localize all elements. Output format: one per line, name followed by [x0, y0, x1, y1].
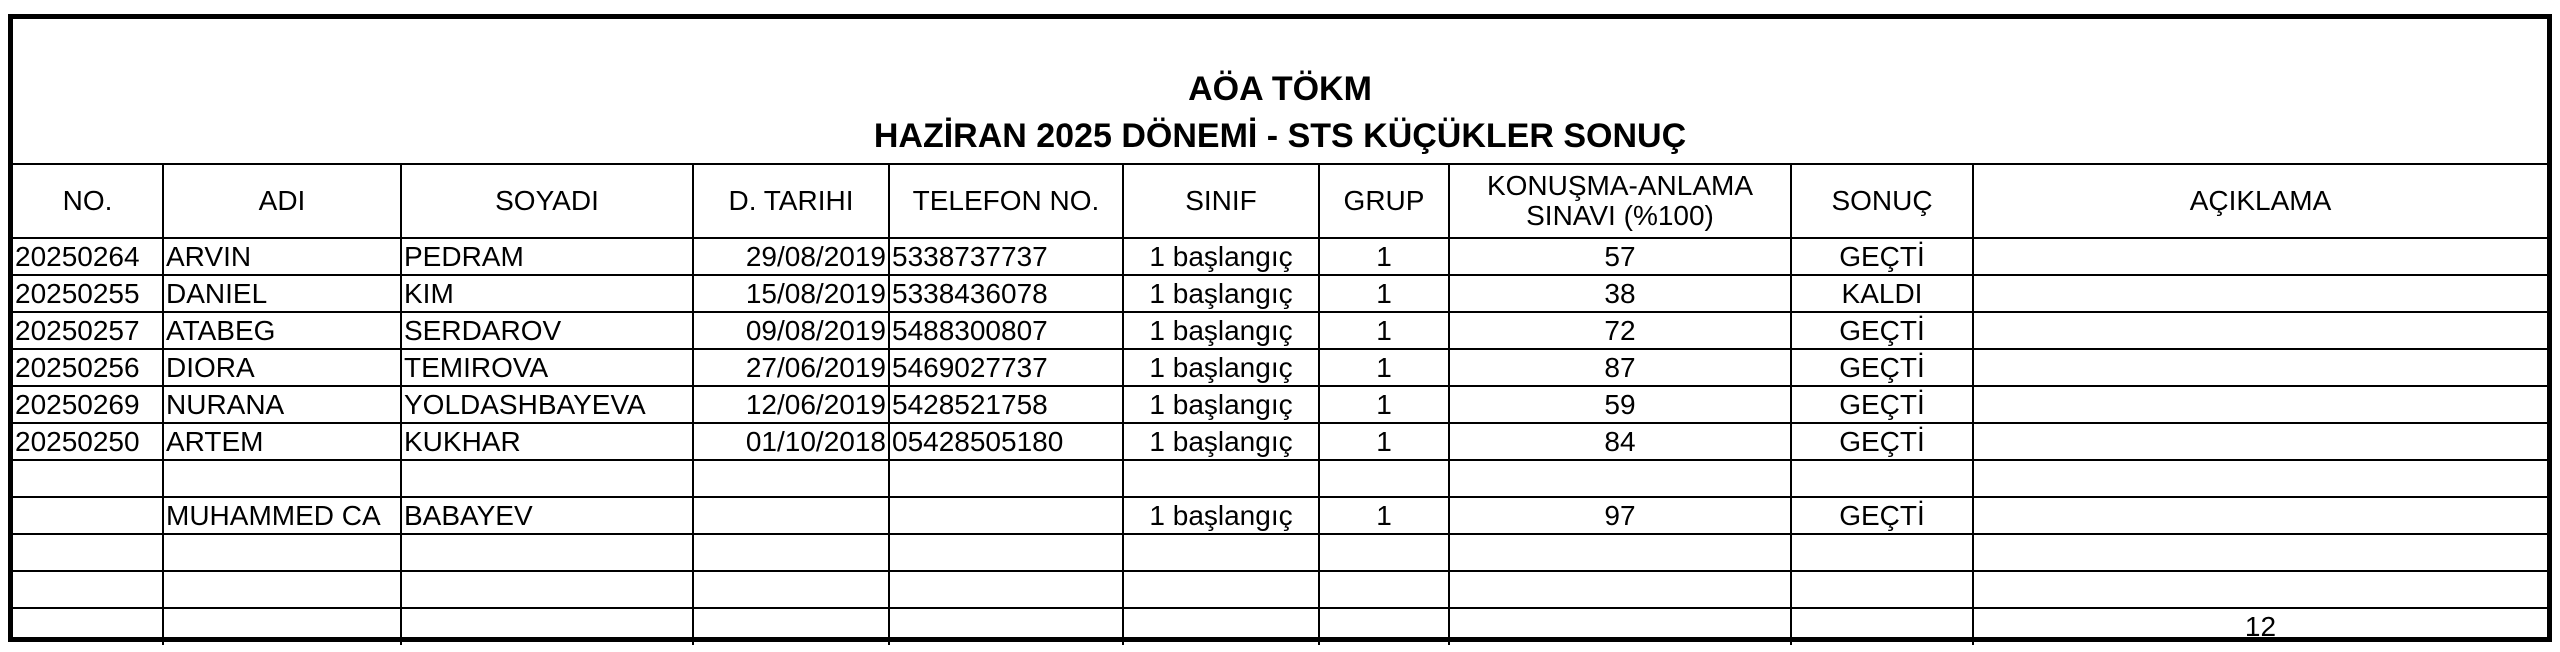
- cell-grup: [1319, 608, 1449, 645]
- cell-tarih: 01/10/2018: [693, 423, 889, 460]
- sheet-header: [13, 19, 2547, 164]
- table-row: [13, 386, 2547, 423]
- cell-sonuc: GEÇTİ: [1791, 423, 1973, 460]
- cell-no: [13, 608, 163, 645]
- results-table: [13, 163, 2547, 645]
- cell-no: 20250264: [13, 238, 163, 275]
- cell-soyadi: TEMIROVA: [401, 349, 693, 386]
- cell-sinif: 1 başlangıç: [1123, 423, 1319, 460]
- cell-aciklama: [1973, 571, 2547, 608]
- cell-tarih: [693, 460, 889, 497]
- cell-sonuc: [1791, 460, 1973, 497]
- cell-sonuc: [1791, 571, 1973, 608]
- cell-adi: ATABEG: [163, 312, 401, 349]
- cell-sonuc: KALDI: [1791, 275, 1973, 312]
- col-header-grup: GRUP: [1319, 164, 1449, 238]
- cell-telefon: [889, 608, 1123, 645]
- cell-sinif: 1 başlangıç: [1123, 275, 1319, 312]
- cell-soyadi: SERDAROV: [401, 312, 693, 349]
- cell-aciklama: [1973, 275, 2547, 312]
- col-header-sinav-line1: KONUŞMA-ANLAMA: [1486, 170, 1754, 201]
- cell-sinif: [1123, 460, 1319, 497]
- cell-aciklama: [1973, 312, 2547, 349]
- cell-grup: [1319, 571, 1449, 608]
- cell-telefon: [889, 571, 1123, 608]
- cell-aciklama: [1973, 460, 2547, 497]
- cell-sonuc: [1791, 608, 1973, 645]
- cell-puan: [1449, 608, 1791, 645]
- cell-puan: [1449, 571, 1791, 608]
- institution-title: AÖA TÖKM: [1188, 70, 1372, 108]
- cell-sinif: 1 başlangıç: [1123, 386, 1319, 423]
- cell-aciklama: [1973, 497, 2547, 534]
- results-sheet: [8, 14, 2552, 642]
- cell-telefon: [889, 534, 1123, 571]
- cell-soyadi: BABAYEV: [401, 497, 693, 534]
- cell-grup: 1: [1319, 275, 1449, 312]
- table-row: [13, 275, 2547, 312]
- cell-no: [13, 460, 163, 497]
- cell-puan: [1449, 460, 1791, 497]
- cell-sinif: [1123, 608, 1319, 645]
- table-header-row: [13, 164, 2547, 238]
- col-header-no: NO.: [13, 164, 163, 238]
- cell-aciklama: [1973, 534, 2547, 571]
- cell-no: 20250255: [13, 275, 163, 312]
- cell-no: 20250250: [13, 423, 163, 460]
- cell-no: [13, 534, 163, 571]
- cell-grup: 1: [1319, 312, 1449, 349]
- cell-sonuc: GEÇTİ: [1791, 497, 1973, 534]
- cell-sinif: 1 başlangıç: [1123, 497, 1319, 534]
- cell-tarih: 29/08/2019: [693, 238, 889, 275]
- cell-puan: 38: [1449, 275, 1791, 312]
- col-header-sinav: [1449, 164, 1791, 238]
- cell-soyadi: [401, 608, 693, 645]
- col-header-soyadi: SOYADI: [401, 164, 693, 238]
- cell-no: [13, 571, 163, 608]
- cell-soyadi: [401, 460, 693, 497]
- cell-adi: [163, 608, 401, 645]
- table-row: [13, 349, 2547, 386]
- cell-grup: 1: [1319, 349, 1449, 386]
- cell-tarih: [693, 608, 889, 645]
- table-body: [13, 238, 2547, 645]
- cell-telefon: 05428505180: [889, 423, 1123, 460]
- cell-adi: MUHAMMED CA: [163, 497, 401, 534]
- cell-grup: 1: [1319, 238, 1449, 275]
- cell-sinif: 1 başlangıç: [1123, 349, 1319, 386]
- cell-puan: 72: [1449, 312, 1791, 349]
- cell-tarih: 15/08/2019: [693, 275, 889, 312]
- table-row: [13, 608, 2547, 645]
- table-row: [13, 534, 2547, 571]
- cell-grup: [1319, 534, 1449, 571]
- cell-telefon: 5469027737: [889, 349, 1123, 386]
- period-title: HAZİRAN 2025 DÖNEMİ - STS KÜÇÜKLER SONUÇ: [873, 117, 1687, 155]
- cell-tarih: [693, 534, 889, 571]
- cell-tarih: [693, 571, 889, 608]
- cell-no: 20250269: [13, 386, 163, 423]
- cell-adi: [163, 460, 401, 497]
- cell-soyadi: [401, 571, 693, 608]
- cell-tarih: 09/08/2019: [693, 312, 889, 349]
- col-header-sinav-line2: SINAVI (%100): [1526, 200, 1714, 231]
- cell-puan: 57: [1449, 238, 1791, 275]
- cell-sonuc: GEÇTİ: [1791, 349, 1973, 386]
- cell-tarih: 27/06/2019: [693, 349, 889, 386]
- cell-aciklama: [1973, 238, 2547, 275]
- cell-soyadi: KIM: [401, 275, 693, 312]
- cell-tarih: [693, 497, 889, 534]
- col-header-sinif: SINIF: [1123, 164, 1319, 238]
- table-row: [13, 497, 2547, 534]
- cell-sinif: [1123, 534, 1319, 571]
- cell-no: 20250256: [13, 349, 163, 386]
- cell-adi: [163, 571, 401, 608]
- cell-aciklama: [1973, 386, 2547, 423]
- table-row: [13, 312, 2547, 349]
- cell-grup: 1: [1319, 386, 1449, 423]
- cell-puan: 87: [1449, 349, 1791, 386]
- col-header-adi: ADI: [163, 164, 401, 238]
- col-header-aciklama: AÇIKLAMA: [1973, 164, 2547, 238]
- table-row: [13, 238, 2547, 275]
- cell-aciklama: 12: [1973, 608, 2547, 645]
- cell-telefon: [889, 460, 1123, 497]
- cell-no: [13, 497, 163, 534]
- cell-adi: ARTEM: [163, 423, 401, 460]
- cell-telefon: 5428521758: [889, 386, 1123, 423]
- cell-sinif: 1 başlangıç: [1123, 238, 1319, 275]
- cell-puan: 97: [1449, 497, 1791, 534]
- cell-adi: ARVIN: [163, 238, 401, 275]
- cell-soyadi: YOLDASHBAYEVA: [401, 386, 693, 423]
- cell-sinif: 1 başlangıç: [1123, 312, 1319, 349]
- cell-aciklama: [1973, 423, 2547, 460]
- col-header-telefon: TELEFON NO.: [889, 164, 1123, 238]
- cell-telefon: 5338737737: [889, 238, 1123, 275]
- cell-grup: [1319, 460, 1449, 497]
- cell-aciklama: [1973, 349, 2547, 386]
- cell-sonuc: GEÇTİ: [1791, 238, 1973, 275]
- cell-puan: [1449, 534, 1791, 571]
- cell-soyadi: KUKHAR: [401, 423, 693, 460]
- cell-grup: 1: [1319, 497, 1449, 534]
- cell-no: 20250257: [13, 312, 163, 349]
- cell-tarih: 12/06/2019: [693, 386, 889, 423]
- cell-sonuc: GEÇTİ: [1791, 312, 1973, 349]
- table-row: [13, 571, 2547, 608]
- cell-sonuc: [1791, 534, 1973, 571]
- col-header-sonuc: SONUÇ: [1791, 164, 1973, 238]
- cell-sonuc: GEÇTİ: [1791, 386, 1973, 423]
- cell-puan: 59: [1449, 386, 1791, 423]
- cell-telefon: 5338436078: [889, 275, 1123, 312]
- table-row: [13, 460, 2547, 497]
- cell-puan: 84: [1449, 423, 1791, 460]
- cell-telefon: 5488300807: [889, 312, 1123, 349]
- cell-grup: 1: [1319, 423, 1449, 460]
- col-header-tarih: D. TARIHI: [693, 164, 889, 238]
- cell-telefon: [889, 497, 1123, 534]
- cell-sinif: [1123, 571, 1319, 608]
- cell-adi: DANIEL: [163, 275, 401, 312]
- cell-adi: NURANA: [163, 386, 401, 423]
- cell-soyadi: PEDRAM: [401, 238, 693, 275]
- table-row: [13, 423, 2547, 460]
- cell-adi: DIORA: [163, 349, 401, 386]
- cell-soyadi: [401, 534, 693, 571]
- cell-adi: [163, 534, 401, 571]
